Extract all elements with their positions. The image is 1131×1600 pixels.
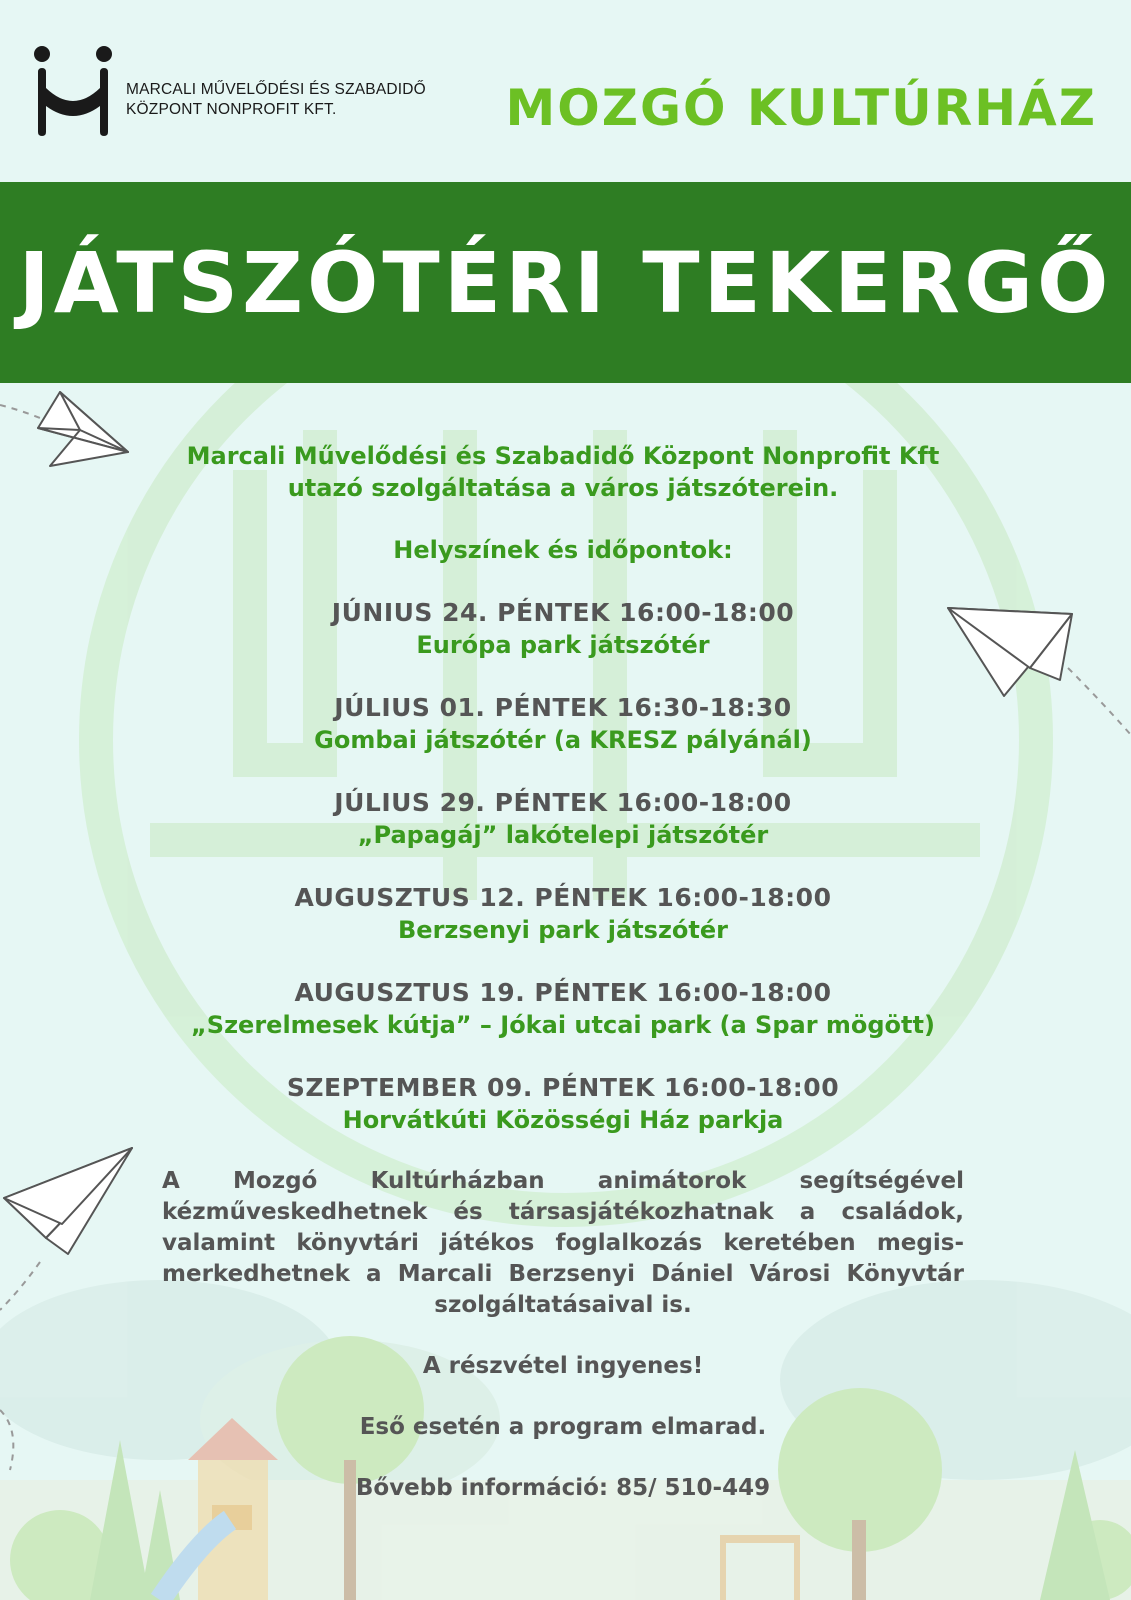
event-date: JÚNIUS 24. PÉNTEK 16:00-18:00 [331, 598, 795, 627]
description-text: A Mozgó Kultúrházban animátorok segítségével kézműveskedhetnek és társasjátékozhatnak a családok, valamint könyvtári játékos foglalkozás keretében megismerkedhetnek a Marcali Berzsenyi Dániel Városi Könyvtár szolgáltatásaival is. [162, 1168, 964, 1318]
event-item [162, 691, 964, 756]
event-item [162, 596, 964, 661]
header [0, 0, 1131, 182]
event-date: AUGUSZTUS 19. PÉNTEK 16:00-18:00 [294, 978, 832, 1007]
event-place: „Papagáj” lakótelepi játszótér [357, 821, 769, 849]
event-place: Horvátkúti Közösségi Ház parkja [342, 1106, 784, 1134]
event-item [162, 1071, 964, 1136]
event-place: Európa park játszótér [416, 631, 710, 659]
event-place: „Szerelmesek kútja” – Jókai utcai park (a Spar mögött) [191, 1011, 935, 1039]
paper-plane-left-icon [4, 1148, 132, 1254]
schedule-heading: Helyszínek és időpontok: [393, 536, 733, 564]
event-date: JÚLIUS 29. PÉNTEK 16:00-18:00 [334, 788, 792, 817]
intro-text: Marcali Művelődési és Szabadidő Központ Nonprofit Kft utazó szolgáltatása a város játszóterein. [186, 442, 940, 502]
contact-info: Bővebb információ: 85/ 510-449 [355, 1475, 771, 1501]
free-entry-note: A részvétel ingyenes! [422, 1353, 704, 1379]
organization-name-line2: KÖZPONT NONPROFIT KFT. [126, 101, 337, 118]
rain-note: Eső esetén a program elmarad. [359, 1414, 767, 1440]
event-item [162, 786, 964, 851]
title-banner [0, 182, 1131, 383]
event-place: Berzsenyi park játszótér [398, 916, 728, 944]
mmszk-logo-icon [32, 44, 114, 138]
organization-name-line1: MARCALI MŰVELŐDÉSI ÉS SZABADIDŐ [126, 81, 426, 98]
event-date: AUGUSZTUS 12. PÉNTEK 16:00-18:00 [294, 883, 832, 912]
event-date: SZEPTEMBER 09. PÉNTEK 16:00-18:00 [286, 1073, 840, 1102]
paper-plane-top-left-icon [38, 392, 128, 466]
event-place: Gombai játszótér (a KRESZ pályánál) [314, 726, 812, 754]
poster-content [162, 440, 964, 1504]
event-item [162, 881, 964, 946]
paper-plane-right-icon [948, 608, 1072, 696]
event-date: JÚLIUS 01. PÉNTEK 16:30-18:30 [334, 693, 792, 722]
event-item [162, 976, 964, 1041]
brand-title: MOZGÓ KULTÚRHÁZ [505, 79, 1097, 137]
page-title: JÁTSZÓTÉRI TEKERGŐ [18, 233, 1113, 332]
organization-name [126, 80, 456, 120]
